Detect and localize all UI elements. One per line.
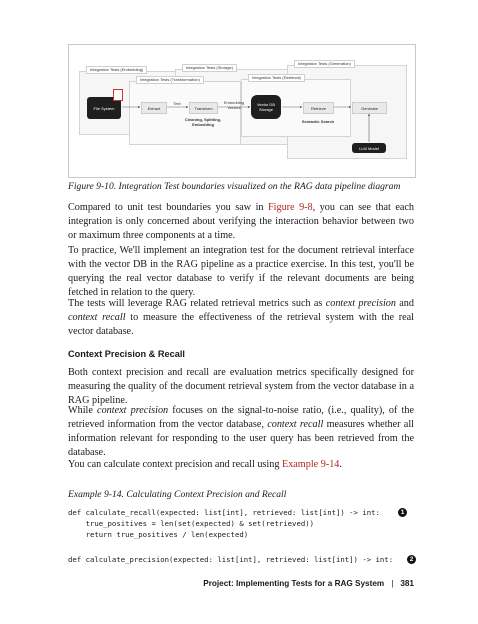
llm-model-label: LLM Model (359, 145, 379, 151)
p5-text-c: measures whether all information relevant for responding to the user query has been retrieved from the database. (68, 419, 414, 458)
panel-transformation-label: Integration Tests (Transformation) (136, 76, 204, 84)
panel-retrieval-label: Integration Tests (Retrieval) (248, 74, 305, 82)
footer-separator: | (391, 579, 394, 588)
cleaning-label: Cleaning, Splitting, Embedding (184, 117, 222, 127)
p5-text-a: While (68, 405, 98, 416)
vector-db-label: Vector DB Storage (256, 102, 275, 112)
p3-text-a: The tests will leverage RAG related retrieval metrics such as (68, 298, 326, 309)
figure-9-8-link[interactable]: Figure 9-8 (267, 202, 313, 213)
paragraph-5 (68, 404, 414, 460)
example-9-14-link[interactable]: Example 9-14 (281, 459, 340, 470)
figure-diagram (68, 44, 416, 178)
p3-em-context-precision: context precision (325, 298, 396, 309)
p5-em-context-precision: context precision (97, 405, 169, 416)
figure-caption: Figure 9-10. Integration Test boundaries visualized on the RAG data pipeline diagram (68, 181, 401, 192)
p5-text-b: focuses on the signal-to-noise ratio, (i.e., quality), of the retrieved information from the vector database, (68, 405, 414, 430)
document-icon (113, 89, 123, 101)
generate-node (352, 102, 387, 114)
code-block-2 (68, 554, 393, 565)
example-title: Example 9-14. Calculating Context Precision and Recall (68, 489, 287, 500)
p3-text-b: and (395, 298, 414, 309)
embedding-vectors-label: Embedding Vectors (223, 100, 245, 110)
extract-node (141, 102, 167, 114)
transform-label: Transform (194, 105, 213, 111)
panel-embedding-label: Integration Tests (Embedding) (86, 66, 147, 74)
paragraph-2: To practice, We'll implement an integration test for the document retrieval interface with the vector DB in the RAG pipeline as a practice exercise. In this test, you'll be querying the real vector database to verify if the relevant documents are being fetched in relation to the query. (68, 245, 414, 298)
retrieve-label: Retrieve (311, 105, 326, 111)
section-heading: Context Precision & Recall (68, 349, 185, 359)
paragraph-4: Both context precision and recall are evaluation metrics specifically designed for measuring the quality of the document retrieval system from the vector database in a RAG pipeline. (68, 367, 414, 406)
callout-1-icon: 1 (398, 508, 407, 517)
paragraph-3 (68, 297, 414, 339)
callout-2-icon: 2 (407, 555, 416, 564)
footer-chapter-title: Project: Implementing Tests for a RAG System (203, 579, 385, 588)
p3-em-context-recall: context recall (68, 312, 126, 323)
transform-node (189, 102, 218, 114)
llm-model-node (352, 143, 386, 153)
p1-text-b: , you can see that each integration is only concerned about verifying the interaction behavior between two or maximum three components at a time. (68, 202, 414, 241)
text-edge-label: Text (173, 101, 181, 106)
panel-generation-label: Integration Tests (Generation) (294, 60, 355, 68)
retrieve-node (303, 102, 334, 114)
p5-em-context-recall: context recall (267, 419, 324, 430)
panel-storage-label: Integration Tests (Storage) (182, 64, 237, 72)
paragraph-1 (68, 201, 414, 243)
p6-text-a: You can calculate context precision and recall using (68, 459, 282, 470)
code-recall-function: def calculate_recall(expected: list[int], retrieved: list[int]) -> int: true_positives = len(set(expected) & set(retrieved)) return true_positives / len(expected) (68, 508, 380, 539)
p1-text-a: Compared to unit test boundaries you saw in (68, 202, 268, 213)
semantic-search-label: Semantic Search (301, 119, 335, 124)
paragraph-6 (68, 458, 414, 472)
extract-label: Extract (147, 105, 161, 111)
code-precision-function: def calculate_precision(expected: list[int], retrieved: list[int]) -> int: (68, 555, 394, 564)
vector-db-node (251, 95, 281, 119)
code-block-1 (68, 507, 380, 540)
generate-label: Generate (361, 105, 378, 111)
p3-text-c: to measure the effectiveness of the retrieval system with the real vector database. (68, 312, 414, 337)
footer-page-number: 381 (400, 579, 414, 588)
p6-text-b: . (339, 459, 342, 470)
page-footer (203, 578, 414, 590)
file-system-label: File System (93, 105, 115, 111)
